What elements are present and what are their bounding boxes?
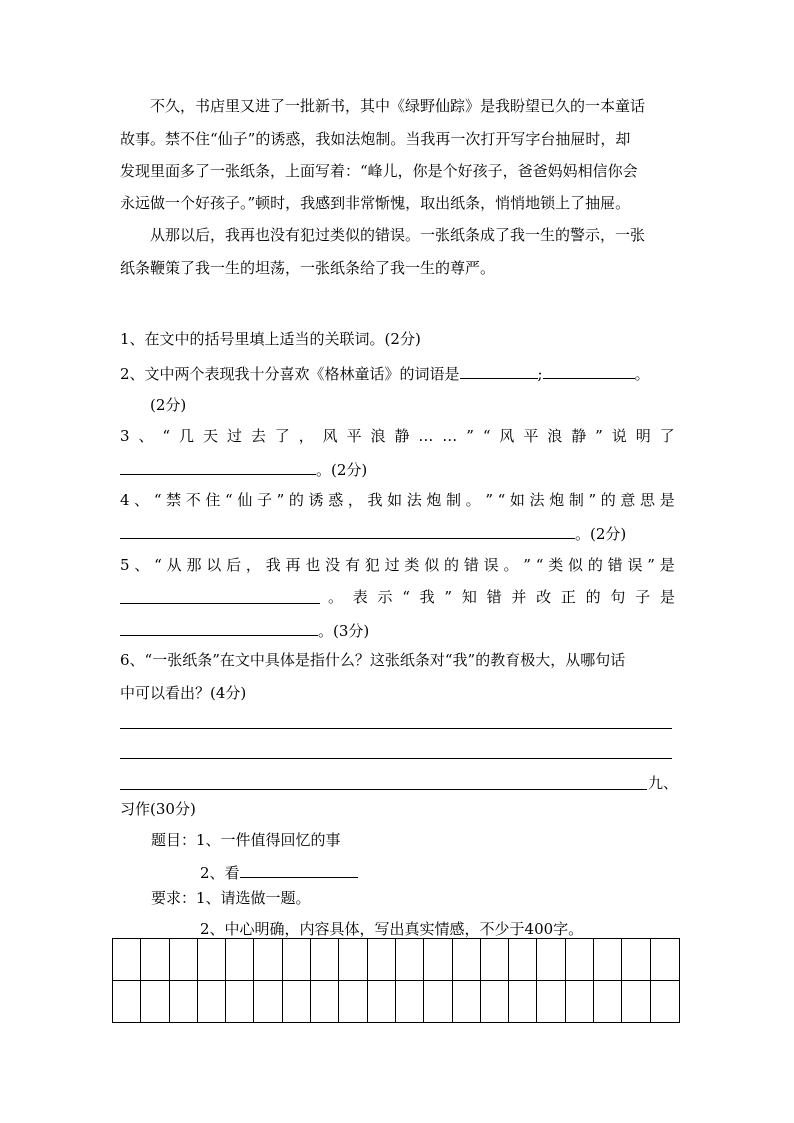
question-char: 法: [529, 491, 545, 509]
question-char: 是: [659, 556, 675, 574]
question-char: 了: [659, 427, 675, 445]
question-char: 是: [659, 491, 675, 509]
topic-blank[interactable]: [240, 861, 358, 878]
passage-line: 故事。禁不住“仙子”的诱惑，我如法炮制。当我再一次打开写字台抽屉时，却: [120, 130, 631, 148]
question-3-score: 。(2分): [316, 461, 368, 479]
answer-line[interactable]: [120, 758, 672, 759]
grid-cell[interactable]: [254, 981, 282, 1023]
question-char: ”: [485, 491, 493, 509]
grid-cell[interactable]: [339, 939, 367, 981]
question-char: 如: [509, 491, 525, 509]
answer-blank[interactable]: [120, 587, 320, 604]
question-char: 平: [523, 427, 539, 445]
question-5-answer-line: [120, 619, 675, 641]
topic-1: 题目：1、一件值得回忆的事: [151, 831, 341, 849]
grid-cell[interactable]: [481, 939, 509, 981]
grid-cell[interactable]: [368, 939, 396, 981]
question-char: 。: [328, 588, 344, 606]
question-char: 错: [463, 556, 479, 574]
question-char: 子: [635, 588, 651, 606]
grid-cell[interactable]: [283, 939, 311, 981]
question-char: 。: [503, 556, 519, 574]
question-6-line: 中可以看出？(4分): [120, 684, 247, 702]
grid-cell[interactable]: [113, 939, 141, 981]
passage-line: 纸条鞭策了我一生的坦荡，一张纸条给了我一生的尊严。: [120, 259, 496, 277]
question-char: 5: [120, 556, 130, 574]
question-char: 静: [394, 427, 410, 445]
question-4: [120, 490, 675, 510]
question-char: 、: [134, 491, 150, 509]
question-char: 并: [511, 588, 527, 606]
question-char: 再: [285, 556, 301, 574]
question-char: ”: [276, 491, 285, 509]
question-4-score: 。(2分): [575, 525, 627, 543]
question-char: 我: [265, 556, 281, 574]
grid-cell[interactable]: [424, 939, 452, 981]
question-char: 惑: [328, 491, 344, 509]
question-char: 我: [367, 491, 383, 509]
question-char: 浪: [547, 427, 563, 445]
question-char: 的: [600, 491, 616, 509]
grid-cell[interactable]: [566, 939, 594, 981]
grid-cell[interactable]: [198, 981, 226, 1023]
question-char: ”: [595, 427, 603, 445]
question-char: 类: [548, 556, 564, 574]
period: 。: [634, 365, 650, 383]
question-char: 制: [446, 491, 462, 509]
grid-cell[interactable]: [254, 939, 282, 981]
grid-cell[interactable]: [651, 981, 679, 1023]
answer-blank[interactable]: [120, 458, 316, 475]
question-char: 天: [202, 427, 218, 445]
section-title: 习作(30分): [120, 800, 196, 818]
question-char: 正: [560, 588, 576, 606]
question-char: 仙: [237, 491, 253, 509]
topic-2-text: 2、看: [200, 864, 240, 882]
question-char: 、: [134, 556, 150, 574]
grid-cell[interactable]: [368, 981, 396, 1023]
question-char: 是: [659, 588, 675, 606]
grid-cell[interactable]: [651, 939, 679, 981]
question-char: ”: [588, 491, 597, 509]
question-char: 的: [288, 491, 304, 509]
question-char: 犯: [364, 556, 380, 574]
question-char: 子: [256, 491, 272, 509]
question-char: “: [497, 491, 506, 509]
question-char: 错: [486, 588, 502, 606]
question-char: 后: [226, 556, 242, 574]
grid-cell[interactable]: [594, 981, 622, 1023]
question-char: “: [225, 491, 233, 509]
requirement-1: 要求：1、请选做一题。: [151, 889, 311, 907]
question-2: [120, 362, 675, 384]
question-3-answer-line: [120, 458, 675, 480]
question-char: 几: [179, 427, 195, 445]
question-3: [120, 426, 675, 446]
question-2-score: (2分): [150, 396, 187, 414]
question-char: 以: [206, 556, 222, 574]
answer-blank[interactable]: [460, 362, 538, 379]
question-char: 诱: [308, 491, 324, 509]
grid-cell[interactable]: [141, 981, 169, 1023]
grid-cell[interactable]: [226, 981, 254, 1023]
grid-cell[interactable]: [113, 981, 141, 1023]
question-char: ，: [347, 491, 363, 509]
question-char: 如: [387, 491, 403, 509]
answer-blank[interactable]: [120, 619, 318, 636]
grid-cell[interactable]: [594, 939, 622, 981]
question-char: ，: [298, 427, 314, 445]
question-6-line: 6、“一张纸条”在文中具体是指什么？这张纸条对“我”的教育极大，从哪句话: [120, 651, 626, 669]
grid-cell[interactable]: [311, 981, 339, 1023]
question-char: 住: [205, 491, 221, 509]
grid-cell[interactable]: [424, 981, 452, 1023]
grid-cell[interactable]: [198, 939, 226, 981]
question-char: 风: [499, 427, 515, 445]
question-char: 的: [585, 588, 601, 606]
question-char: 似: [568, 556, 584, 574]
question-char: ”: [647, 556, 655, 574]
grid-cell[interactable]: [141, 939, 169, 981]
requirement-2: 2、中心明确，内容具体，写出真实情感，不少于400字。: [200, 920, 584, 938]
question-char: 示: [377, 588, 393, 606]
question-char: 误: [483, 556, 499, 574]
question-char: “: [482, 427, 491, 445]
grid-cell[interactable]: [622, 981, 650, 1023]
grid-cell[interactable]: [509, 981, 537, 1023]
grid-cell[interactable]: [311, 939, 339, 981]
question-char: 静: [571, 427, 587, 445]
grid-cell[interactable]: [453, 981, 481, 1023]
question-char: 说: [611, 427, 627, 445]
grid-cell[interactable]: [537, 939, 565, 981]
question-4-answer-line: [120, 522, 675, 544]
answer-line[interactable]: [120, 728, 672, 729]
question-char: 的: [444, 556, 460, 574]
question-char: ”: [466, 427, 474, 445]
grid-cell[interactable]: [481, 981, 509, 1023]
question-char: 4: [120, 491, 130, 509]
question-char: 表: [352, 588, 368, 606]
grid-cell[interactable]: [170, 939, 198, 981]
section-number: 九、: [648, 774, 679, 792]
question-5-score: 。(3分): [318, 622, 370, 640]
question-char: 知: [461, 588, 477, 606]
question-char: 3: [120, 427, 130, 445]
question-char: “: [402, 588, 410, 606]
separator: ;: [537, 365, 543, 383]
question-char: 法: [406, 491, 422, 509]
question-char: 意: [620, 491, 636, 509]
question-char: 浪: [370, 427, 386, 445]
passage-line: 从那以后，我再也没有犯过类似的错误。一张纸条成了我一生的警示，一张: [150, 226, 646, 244]
writing-grid[interactable]: [112, 938, 680, 1023]
question-char: 炮: [549, 491, 565, 509]
question-char: 误: [627, 556, 643, 574]
question-char: 制: [568, 491, 584, 509]
question-char: 了: [274, 427, 290, 445]
question-char: 的: [587, 556, 603, 574]
question-char: 改: [536, 588, 552, 606]
question-char: 没: [325, 556, 341, 574]
grid-cell[interactable]: [339, 981, 367, 1023]
question-5-middle-text: [328, 587, 675, 607]
question-char: 也: [305, 556, 321, 574]
question-char: 我: [419, 588, 435, 606]
question-5: [120, 555, 675, 575]
question-char: …: [418, 427, 434, 445]
question-char: 错: [607, 556, 623, 574]
question-char: 句: [610, 588, 626, 606]
question-2-text: 2、文中两个表现我十分喜欢《格林童话》的词语是: [120, 365, 460, 383]
question-char: 风: [322, 427, 338, 445]
grid-cell[interactable]: [537, 981, 565, 1023]
question-char: 明: [635, 427, 651, 445]
question-char: “: [535, 556, 544, 574]
question-char: 似: [424, 556, 440, 574]
answer-line[interactable]: [120, 789, 647, 790]
question-char: 从: [166, 556, 182, 574]
question-char: 过: [384, 556, 400, 574]
question-5-middle-line: [120, 587, 675, 607]
answer-blank[interactable]: [543, 362, 635, 379]
passage-line: 发现里面多了一张纸条，上面写着：“峰儿，你是个好孩子，爸爸妈妈相信你会: [120, 162, 638, 180]
question-char: …: [442, 427, 458, 445]
grid-cell[interactable]: [396, 939, 424, 981]
question-char: 有: [344, 556, 360, 574]
grid-cell[interactable]: [566, 981, 594, 1023]
question-char: “: [154, 556, 162, 574]
grid-cell[interactable]: [170, 981, 198, 1023]
question-char: 炮: [426, 491, 442, 509]
passage-line: 不久，书店里又进了一批新书，其中《绿野仙踪》是我盼望已久的一本童话: [150, 97, 646, 115]
question-char: “: [162, 427, 171, 445]
grid-cell[interactable]: [283, 981, 311, 1023]
question-char: ”: [523, 556, 531, 574]
question-char: 去: [250, 427, 266, 445]
grid-cell[interactable]: [509, 939, 537, 981]
grid-cell[interactable]: [396, 981, 424, 1023]
topic-2: [200, 861, 755, 883]
grid-cell[interactable]: [226, 939, 254, 981]
grid-cell[interactable]: [453, 939, 481, 981]
question-char: ”: [444, 588, 453, 606]
passage-line: 永远做一个好孩子。”顿时，我感到非常惭愧，取出纸条，悄悄地锁上了抽屉。: [120, 194, 631, 212]
question-1: 1、在文中的括号里填上适当的关联词。(2分): [120, 330, 421, 348]
question-char: 类: [404, 556, 420, 574]
question-char: 、: [138, 427, 154, 445]
question-char: 。: [465, 491, 481, 509]
question-char: 那: [186, 556, 202, 574]
grid-cell[interactable]: [622, 939, 650, 981]
question-char: “: [153, 491, 162, 509]
question-char: 禁: [166, 491, 182, 509]
question-char: 不: [185, 491, 201, 509]
question-char: ，: [245, 556, 261, 574]
answer-blank[interactable]: [120, 522, 575, 539]
question-char: 思: [640, 491, 656, 509]
question-char: 过: [226, 427, 242, 445]
question-char: 平: [346, 427, 362, 445]
